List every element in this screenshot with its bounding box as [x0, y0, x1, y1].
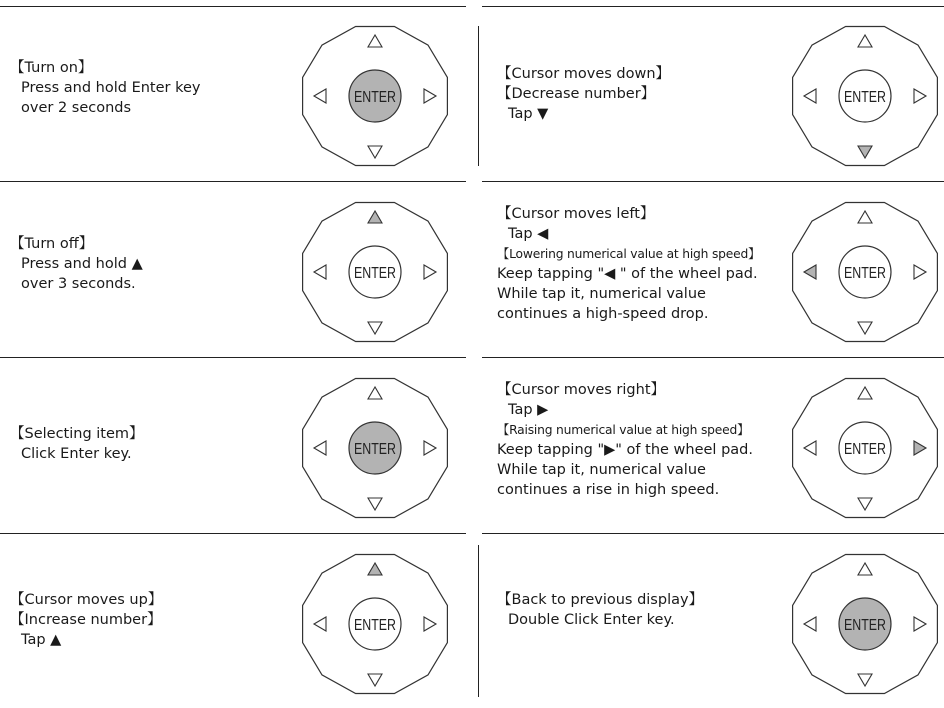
instruction-line: Click Enter key.	[21, 446, 132, 462]
wheel-pad	[788, 550, 942, 698]
instruction-line: Keep tapping "▶" of the wheel pad.	[497, 442, 753, 458]
column-divider	[478, 545, 479, 697]
instruction-text	[10, 58, 200, 118]
instruction-line: over 3 seconds.	[21, 276, 136, 292]
cell-turn-off	[0, 182, 478, 357]
instruction-text	[497, 204, 760, 324]
instruction-line: 【Cursor moves up】	[10, 592, 163, 608]
wheel-pad	[298, 22, 452, 170]
instruction-line: Press and hold ▲	[21, 256, 143, 272]
instruction-line: 【Cursor moves down】	[497, 66, 671, 82]
instruction-text	[10, 424, 144, 464]
wheel-pad	[788, 198, 942, 346]
instruction-line: 【Increase number】	[10, 612, 162, 628]
cell-cursor-up	[0, 534, 478, 708]
enter-label: ENTER	[844, 89, 886, 106]
enter-label: ENTER	[844, 441, 886, 458]
instruction-line: Double Click Enter key.	[508, 612, 675, 628]
wheel-pad	[788, 374, 942, 522]
instruction-line: Tap ▶	[508, 402, 549, 418]
instruction-line: 【Selecting item】	[10, 426, 144, 442]
cell-cursor-down	[482, 7, 944, 181]
enter-label: ENTER	[354, 441, 396, 458]
instruction-line: over 2 seconds	[21, 100, 132, 116]
instruction-line: continues a high-speed drop.	[497, 306, 709, 322]
instruction-line: 【Turn on】	[10, 60, 93, 76]
instruction-line: 【Decrease number】	[497, 86, 656, 102]
instruction-line: Press and hold Enter key	[21, 80, 201, 96]
instruction-line: While tap it, numerical value	[497, 286, 706, 302]
wheel-pad	[298, 198, 452, 346]
instruction-text	[10, 234, 143, 294]
column-divider	[478, 26, 479, 166]
instruction-line: 【Lowering numerical value at high speed】	[497, 247, 761, 261]
instruction-line: Tap ◀	[508, 226, 549, 242]
enter-label: ENTER	[354, 89, 396, 106]
instruction-line: While tap it, numerical value	[497, 462, 706, 478]
enter-label: ENTER	[354, 617, 396, 634]
instruction-line: Keep tapping "◀ " of the wheel pad.	[497, 266, 758, 282]
instruction-text	[497, 590, 703, 630]
instruction-line: Tap ▲	[21, 632, 62, 648]
instruction-line: Tap ▼	[508, 106, 549, 122]
cell-turn-on	[0, 7, 478, 181]
instruction-text	[10, 590, 162, 650]
instruction-line: 【Back to previous display】	[497, 592, 704, 608]
cell-cursor-left	[482, 182, 944, 357]
wheel-pad	[788, 22, 942, 170]
enter-label: ENTER	[844, 617, 886, 634]
enter-label: ENTER	[354, 265, 396, 282]
cell-cursor-right	[482, 358, 944, 533]
instruction-line: 【Raising numerical value at high speed】	[497, 423, 750, 437]
instruction-line: continues a rise in high speed.	[497, 482, 720, 498]
instruction-line: 【Turn off】	[10, 236, 94, 252]
cell-selecting-item	[0, 358, 478, 533]
cell-back-previous	[482, 534, 944, 708]
wheel-pad	[298, 374, 452, 522]
wheel-pad	[298, 550, 452, 698]
instruction-text	[497, 380, 753, 500]
enter-label: ENTER	[844, 265, 886, 282]
instruction-line: 【Cursor moves left】	[497, 206, 655, 222]
instruction-line: 【Cursor moves right】	[497, 382, 666, 398]
instruction-text	[497, 64, 670, 124]
